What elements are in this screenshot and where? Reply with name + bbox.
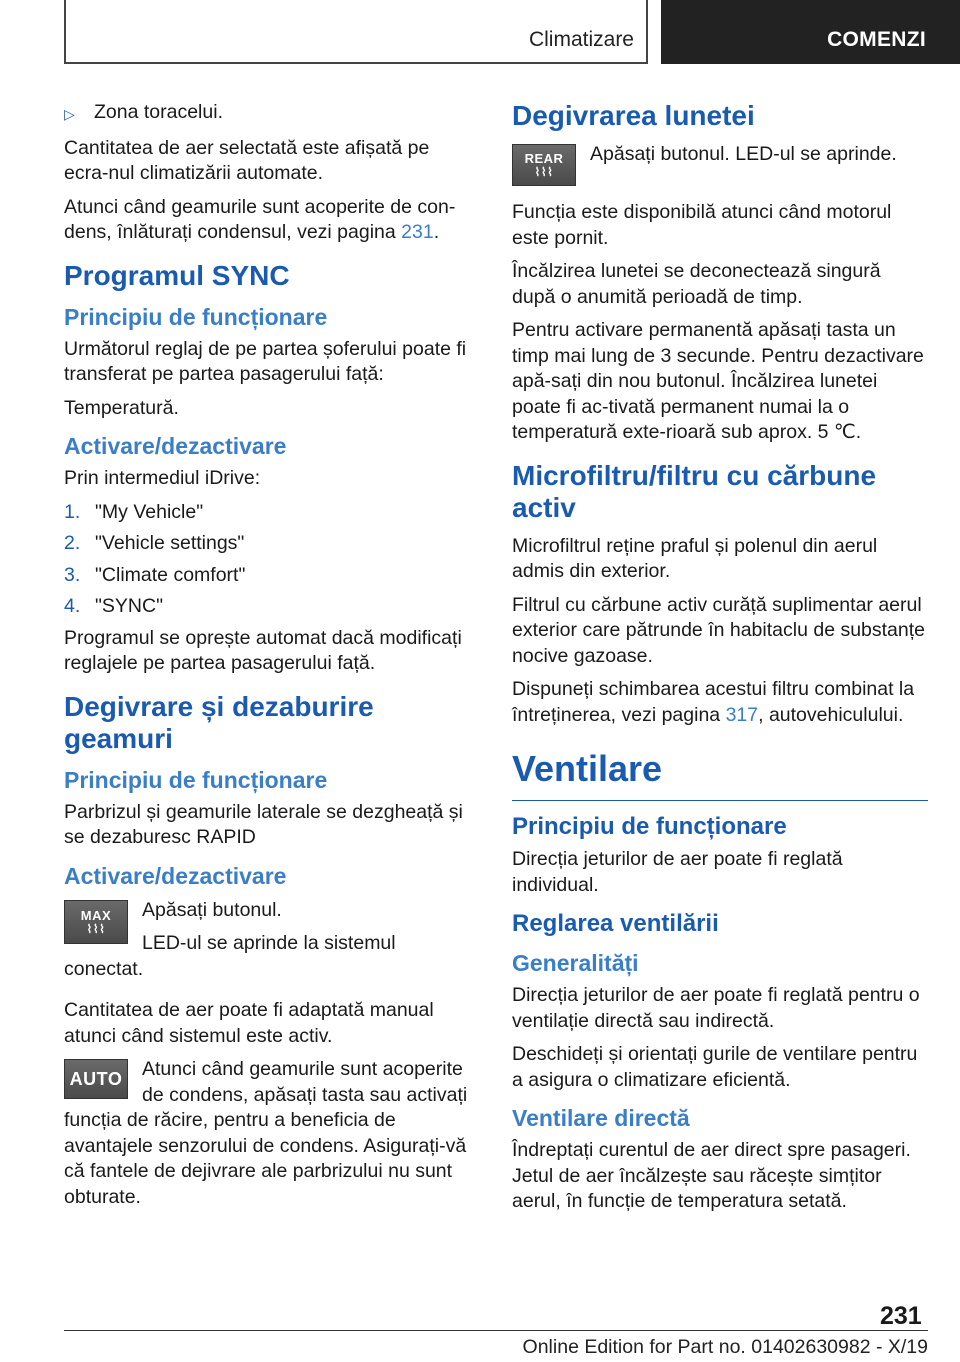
subheading-activare: Activare/dezactivare — [64, 433, 287, 459]
right-column — [512, 100, 928, 1223]
paragraph: Încălzirea lunetei se deconectează singură după o anumită perioadă de timp. — [512, 260, 881, 308]
list-item: 1. "My Vehicle" — [64, 500, 204, 523]
rear-defrost-button-icon: REAR ⌇⌇⌇ — [512, 144, 576, 186]
paragraph-with-reference: Atunci când geamurile sunt acoperite de con-dens, înlăturați condensul, vezi pagina 231. — [64, 195, 456, 243]
paragraph: Cantitatea de aer selectată este afișată pe ecra-nul climatizării automate. — [64, 136, 430, 184]
page-number: 231 — [880, 1302, 922, 1330]
paragraph-with-reference: Dispuneți schimbarea acestui filtru combinat la întreținerea, vezi pagina 317, autovehiculului. — [512, 678, 915, 726]
page-reference-link[interactable]: 231 — [401, 221, 434, 243]
heading-sync: Programul SYNC — [64, 259, 290, 291]
heading-degivrarea-lunetei: Degivrarea lunetei — [512, 100, 755, 131]
section-header — [64, 0, 648, 64]
chapter-tab-label: COMENZI — [827, 28, 926, 51]
subheading-ventilare-directa: Ventilare directă — [512, 1105, 690, 1131]
section-title: Climatizare — [528, 28, 634, 51]
paragraph: Îndreptați curentul de aer direct spre pasageri. Jetul de aer încălzește sau răcește simțitor aerul, în funcție de temperatura setată. — [512, 1139, 911, 1212]
paragraph: Parbrizul și geamurile laterale se dezgheață și se dezaburesc RAPID — [64, 800, 463, 848]
subheading-principiu: Principiu de funcționare — [512, 813, 787, 840]
paragraph: Microfiltrul reține praful și polenul din aerul admis din exterior. — [512, 534, 878, 582]
footer-divider — [64, 1330, 928, 1331]
paragraph: Filtrul cu cărbune activ curăță suplimentar aerul exterior care pătrunde în habitaclu de substanțe nocive gazoase. — [512, 593, 926, 667]
subheading-principiu: Principiu de funcționare — [64, 303, 328, 330]
paragraph: Direcția jeturilor de aer poate fi reglată individual. — [512, 848, 843, 896]
auto-button-block: AUTO Atunci când geamurile sunt acoperite de condens, apăsați tasta sau activați funcția de răcire, pentru a beneficia de avantajele senzorului de condens. Asigurați-vă că fantele de dejivrare ale parbrizului nu sunt obturate. — [64, 1058, 468, 1208]
max-button-block: MAX ⌇⌇⌇ Apăsați butonul. LED-ul se aprinde la sistemul conectat. — [64, 898, 396, 980]
paragraph: Direcția jeturilor de aer poate fi reglată pentru o ventilație directă sau indirectă. — [512, 984, 920, 1032]
rear-button-block: REAR ⌇⌇⌇ Apăsați butonul. LED-ul se aprinde. — [512, 142, 928, 192]
subheading-reglarea: Reglarea ventilării — [512, 910, 719, 937]
paragraph: Temperatură. — [64, 396, 179, 419]
subheading-principiu: Principiu de funcționare — [64, 766, 328, 793]
paragraph: Pentru activare permanentă apăsați tasta un timp mai lung de 3 secunde. Pentru dezactivare apă-sați din nou butonul. Încălzirea lunetei poate fi ac-tivată permanent numai la o temperatură exte-rioară sub aprox. 5 ℃. — [512, 319, 924, 443]
list-item: 3. "Climate comfort" — [64, 563, 246, 586]
step-list — [64, 500, 478, 620]
list-item: 2. "Vehicle settings" — [64, 532, 245, 554]
list-item: 4. "SYNC" — [64, 595, 164, 617]
auto-button-icon: AUTO — [64, 1059, 128, 1099]
paragraph: Cantitatea de aer poate fi adaptată manual atunci când sistemul este activ. — [64, 999, 434, 1047]
max-defrost-button-icon: MAX ⌇⌇⌇ — [64, 900, 128, 944]
heading-degivrare: Degivrare și dezaburire geamuri — [64, 690, 374, 754]
left-column — [64, 100, 478, 1226]
bullet-item: ▷ Zona toracelui. — [64, 100, 478, 128]
page-reference-link[interactable]: 317 — [725, 703, 759, 726]
subheading-generalitati: Generalități — [512, 950, 639, 976]
subheading-activare: Activare/dezactivare — [64, 862, 287, 889]
paragraph: Prin intermediul iDrive: — [64, 467, 261, 489]
triangle-bullet-icon: ▷ — [64, 106, 75, 122]
paragraph: Funcția este disponibilă atunci când motorul este pornit. — [512, 201, 892, 249]
chapter-tab[interactable] — [661, 0, 960, 64]
paragraph: Deschideți și orientați gurile de ventilare pentru a asigura o climatizare eficientă. — [512, 1043, 918, 1091]
paragraph: Următorul reglaj de pe partea șoferului poate fi transferat pe partea pasagerului față: — [64, 337, 467, 385]
paragraph: Programul se oprește automat dacă modificați reglajele pe partea pasagerului față. — [64, 626, 462, 674]
heading-ventilare: Ventilare — [512, 748, 928, 801]
footer-edition: Online Edition for Part no. 01402630982 - X/19 — [522, 1336, 928, 1358]
heading-microfiltru: Microfiltru/filtru cu cărbune activ — [512, 459, 877, 523]
